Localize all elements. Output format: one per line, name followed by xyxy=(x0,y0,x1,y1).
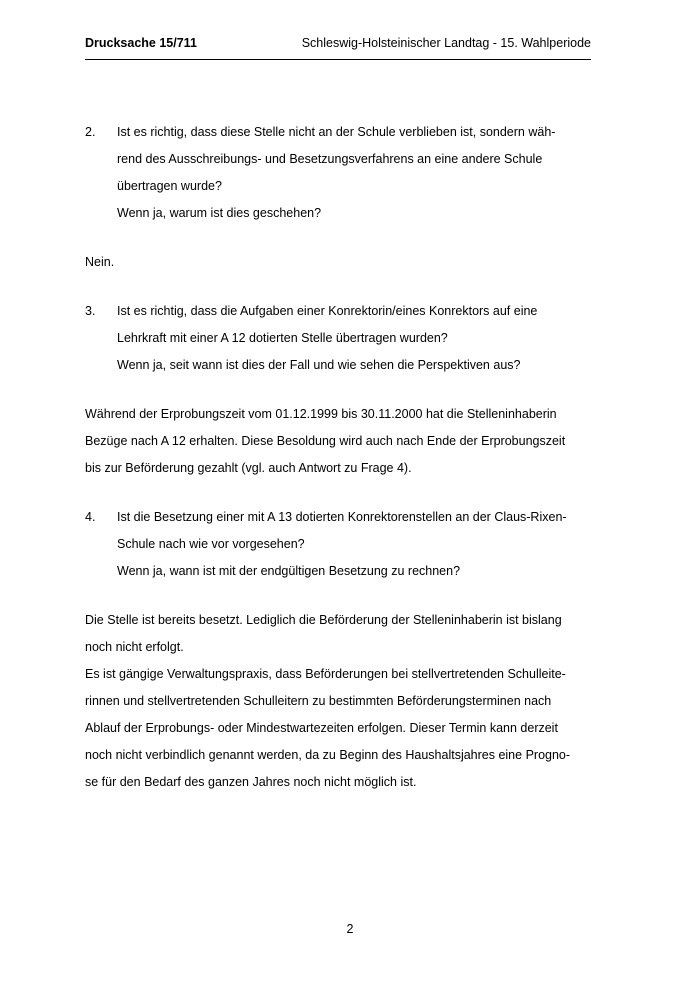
question-2-line-1: Ist es richtig, dass diese Stelle nicht an der Schule verblieben ist, sondern wäh- xyxy=(117,125,556,139)
answer-2-line-1: Nein. xyxy=(85,255,115,269)
answer-4-line-6: noch nicht verbindlich genannt werden, da zu Beginn des Haushaltsjahres eine Progno- xyxy=(85,748,571,762)
question-2-line-4: Wenn ja, warum ist dies geschehen? xyxy=(117,206,322,220)
doc-number: Drucksache 15/711 xyxy=(85,36,197,50)
answer-3-line-1: Während der Erprobungszeit vom 01.12.1999 bis 30.11.2000 hat die Stelleninhaberin xyxy=(85,407,557,421)
question-3-number: 3. xyxy=(85,304,96,318)
question-4-line-1: Ist die Besetzung einer mit A 13 dotierten Konrektorenstellen an der Claus-Rixen- xyxy=(117,510,567,524)
answer-3-line-3: bis zur Beförderung gezahlt (vgl. auch Antwort zu Frage 4). xyxy=(85,461,412,475)
question-4-line-3: Wenn ja, wann ist mit der endgültigen Besetzung zu rechnen? xyxy=(117,564,461,578)
document-body xyxy=(85,56,620,796)
answer-3-line-2: Bezüge nach A 12 erhalten. Diese Besoldung wird auch nach Ende der Erprobungszeit xyxy=(85,434,566,448)
question-3-line-3: Wenn ja, seit wann ist dies der Fall und wie sehen die Perspektiven aus? xyxy=(117,358,521,372)
question-2-number: 2. xyxy=(85,125,96,139)
question-4-line-2: Schule nach wie vor vorgesehen? xyxy=(117,537,305,551)
answer-4-line-7: se für den Bedarf des ganzen Jahres noch nicht möglich ist. xyxy=(85,775,417,789)
question-3 xyxy=(85,298,620,379)
question-2-line-2: rend des Ausschreibungs- und Besetzungsverfahrens an eine andere Schule xyxy=(117,152,543,166)
answer-4-line-5: Ablauf der Erprobungs- oder Mindestwartezeiten erfolgen. Dieser Termin kann derzeit xyxy=(85,721,558,735)
question-3-line-1: Ist es richtig, dass die Aufgaben einer Konrektorin/eines Konrektors auf eine xyxy=(117,304,538,318)
question-4 xyxy=(85,504,620,585)
question-4-number: 4. xyxy=(85,510,96,524)
answer-4-line-4: rinnen und stellvertretenden Schulleitern zu bestimmten Beförderungsterminen nach xyxy=(85,694,552,708)
question-2-line-3: übertragen wurde? xyxy=(117,179,222,193)
header-title: Schleswig-Holsteinischer Landtag - 15. Wahlperiode xyxy=(301,36,591,50)
answer-4 xyxy=(85,607,620,796)
answer-3 xyxy=(85,401,620,482)
answer-4-line-3: Es ist gängige Verwaltungspraxis, dass Beförderungen bei stellvertretenden Schulleite- xyxy=(85,667,566,681)
page-number: 2 xyxy=(346,922,354,936)
answer-4-line-2: noch nicht erfolgt. xyxy=(85,640,184,654)
question-3-line-2: Lehrkraft mit einer A 12 dotierten Stelle übertragen wurden? xyxy=(117,331,448,345)
question-2 xyxy=(85,119,620,227)
answer-4-line-1: Die Stelle ist bereits besetzt. Lediglich die Beförderung der Stelleninhaberin ist bislang xyxy=(85,613,562,627)
answer-2 xyxy=(85,249,620,276)
